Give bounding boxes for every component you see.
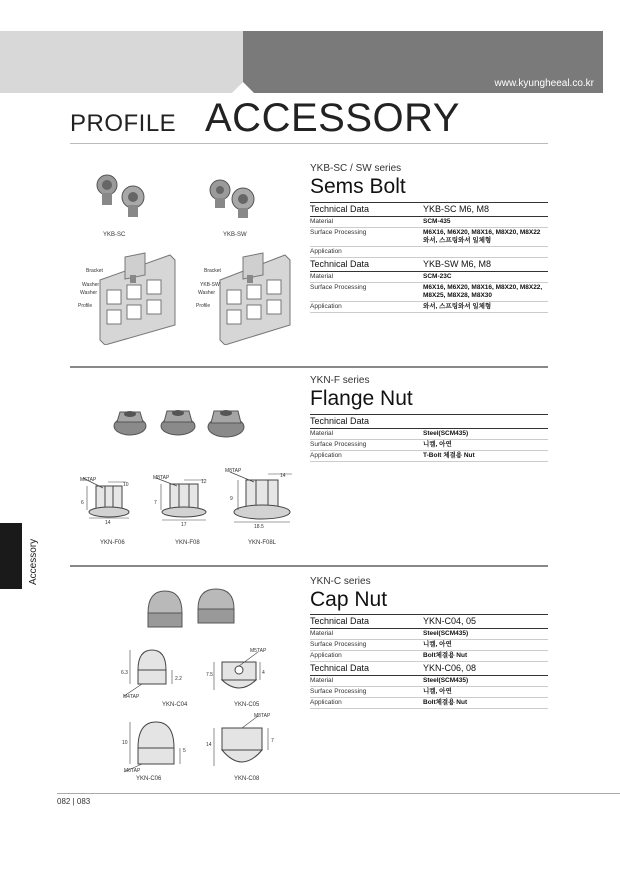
spec-key: Surface Processing <box>310 687 423 698</box>
spec-header-label: Technical Data <box>310 615 423 629</box>
label-profile: Profile <box>78 303 93 309</box>
drawing-ykn-f08l <box>230 472 292 522</box>
sems-bolt-series: YKB-SC / SW series <box>310 163 402 174</box>
spec-header-model: YKB-SW M6, M8 <box>423 258 548 272</box>
spec-value: SCM-435 <box>423 217 548 228</box>
sems-bolt-photo-sc <box>97 175 144 217</box>
tap-label: M8TAP <box>225 468 242 474</box>
spec-key: Material <box>310 272 423 283</box>
spec-key: Material <box>310 629 423 640</box>
spec-key: Application <box>310 451 423 462</box>
cap-nut-name: Cap Nut <box>310 588 388 611</box>
drawing-ykn-f08 <box>156 478 206 520</box>
dim-label: 2.2 <box>175 676 182 682</box>
dim-label: 17 <box>181 522 187 528</box>
label-washer-2: Washer <box>80 290 98 296</box>
page-title: ACCESSORY <box>205 96 460 140</box>
spec-header-model <box>423 415 548 429</box>
flange-nut-spec-table <box>310 414 548 462</box>
drawing-ykn-c04 <box>124 650 172 696</box>
caption-ykn-f08l: YKN-F08L <box>248 540 277 546</box>
spec-value: M6X16, M6X20, M8X16, M8X20, M8X22 와셔, 스프링와셔 일체형 <box>423 228 548 247</box>
section-divider <box>70 565 548 567</box>
spec-key: Application <box>310 651 423 662</box>
side-tab-label[interactable]: Accessory <box>28 538 39 585</box>
spec-value: 니켈, 아연 <box>423 440 548 451</box>
header-band-light <box>0 31 243 93</box>
label-profile-b: Profile <box>196 303 211 309</box>
spec-value: 니켈, 아연 <box>423 687 548 698</box>
spec-key: Application <box>310 698 423 709</box>
tap-label: M4TAP <box>123 694 140 700</box>
caption-ykn-f08: YKN-F08 <box>175 540 200 546</box>
label-washer: Washer <box>82 282 100 288</box>
sems-bolt-name: Sems Bolt <box>310 175 406 198</box>
page-title-prefix: PROFILE <box>70 110 177 137</box>
spec-value: SCM-23C <box>423 272 548 283</box>
caption-ykn-c06: YKN-C06 <box>136 776 162 782</box>
label-ykb-sw-b: YKB-SW <box>200 282 220 288</box>
spec-key: Surface Processing <box>310 640 423 651</box>
spec-header-label: Technical Data <box>310 662 423 676</box>
spec-key: Application <box>310 302 423 313</box>
tap-label: M8TAP <box>153 475 170 481</box>
spec-header-model: YKN-C06, 08 <box>423 662 548 676</box>
drawing-ykn-c06 <box>124 722 180 772</box>
dim-label: 18.5 <box>254 524 264 530</box>
cap-nut-drawings <box>110 640 290 780</box>
dim-label: 7.5 <box>206 672 213 678</box>
spec-value: T-Bolt 체결용 Nut <box>423 451 548 462</box>
spec-key: Surface Processing <box>310 228 423 247</box>
caption-ykb-sw: YKB-SW <box>223 232 247 238</box>
spec-header-label: Technical Data <box>310 203 423 217</box>
cap-nut-photo <box>140 585 240 635</box>
dim-label: 12 <box>201 479 207 485</box>
caption-ykn-c08: YKN-C08 <box>234 776 260 782</box>
dim-label: 14 <box>105 520 111 526</box>
sems-bolt-diagram-sc <box>100 253 175 345</box>
caption-ykn-c05: YKN-C05 <box>234 702 260 708</box>
flange-nut-series: YKN-F series <box>310 375 370 386</box>
spec-key: Material <box>310 429 423 440</box>
label-washer-b: Washer <box>198 290 216 296</box>
sems-bolt-diagram-sw <box>220 253 290 345</box>
spec-key: Application <box>310 247 423 258</box>
flange-nut-photo <box>105 400 255 445</box>
spec-header-model: YKB-SC M6, M8 <box>423 203 548 217</box>
spec-value: 니켈, 아연 <box>423 640 548 651</box>
caption-ykn-f06: YKN-F06 <box>100 540 125 546</box>
spec-header-model: YKN-C04, 05 <box>423 615 548 629</box>
tap-label: M8TAP <box>254 713 271 719</box>
page-numbers: 082 | 083 <box>57 797 91 806</box>
dim-label: 7 <box>154 500 157 506</box>
tap-label: M6TAP <box>124 768 141 774</box>
flange-nut-drawings <box>78 466 300 538</box>
cap-nut-spec-table <box>310 614 548 709</box>
spec-key: Material <box>310 676 423 687</box>
tap-label: M6TAP <box>80 477 97 483</box>
flange-nut-name: Flange Nut <box>310 387 413 410</box>
drawing-ykn-c08 <box>214 716 268 766</box>
footer-divider <box>57 793 620 794</box>
tap-label: M5TAP <box>250 648 267 654</box>
caption-ykb-sc: YKB-SC <box>103 232 126 238</box>
spec-value: 와셔, 스프링와셔 일체형 <box>423 302 548 313</box>
dim-label: 10 <box>123 482 129 488</box>
sems-bolt-spec-table <box>310 202 548 313</box>
spec-value: M6X16, M6X20, M8X16, M8X20, M8X22, M8X25, M8X28, M8X30 <box>423 283 548 302</box>
spec-value: Bolt체결용 Nut <box>423 651 548 662</box>
dim-label: 9 <box>230 496 233 502</box>
drawing-ykn-c05 <box>214 652 260 690</box>
dim-label: 5 <box>183 748 186 754</box>
spec-key: Surface Processing <box>310 283 423 302</box>
website-url[interactable]: www.kyungheeal.co.kr <box>494 78 594 89</box>
spec-value: Steel(SCM435) <box>423 676 548 687</box>
label-bracket-b: Bracket <box>204 268 221 274</box>
spec-key: Surface Processing <box>310 440 423 451</box>
dim-label: 4 <box>262 670 265 676</box>
spec-value <box>423 247 548 258</box>
section-divider <box>70 366 548 368</box>
spec-header-label: Technical Data <box>310 415 423 429</box>
spec-header-label: Technical Data <box>310 258 423 272</box>
dim-label: 6.3 <box>121 670 128 676</box>
dim-label: 10 <box>122 740 128 746</box>
spec-value: Bolt체결용 Nut <box>423 698 548 709</box>
label-bracket: Bracket <box>86 268 103 274</box>
dim-label: 6 <box>81 500 84 506</box>
sems-bolt-photo-sw <box>210 180 254 218</box>
side-tab-marker <box>0 523 22 589</box>
title-divider <box>70 143 548 144</box>
dim-label: 7 <box>271 738 274 744</box>
header-notch <box>232 82 254 93</box>
cap-nut-series: YKN-C series <box>310 576 371 587</box>
dim-label: 14 <box>206 742 212 748</box>
caption-ykn-c04: YKN-C04 <box>162 702 188 708</box>
dim-label: 14 <box>280 473 286 479</box>
spec-value: Steel(SCM435) <box>423 429 548 440</box>
spec-key: Material <box>310 217 423 228</box>
sems-bolt-illustrations <box>75 165 295 345</box>
spec-value: Steel(SCM435) <box>423 629 548 640</box>
